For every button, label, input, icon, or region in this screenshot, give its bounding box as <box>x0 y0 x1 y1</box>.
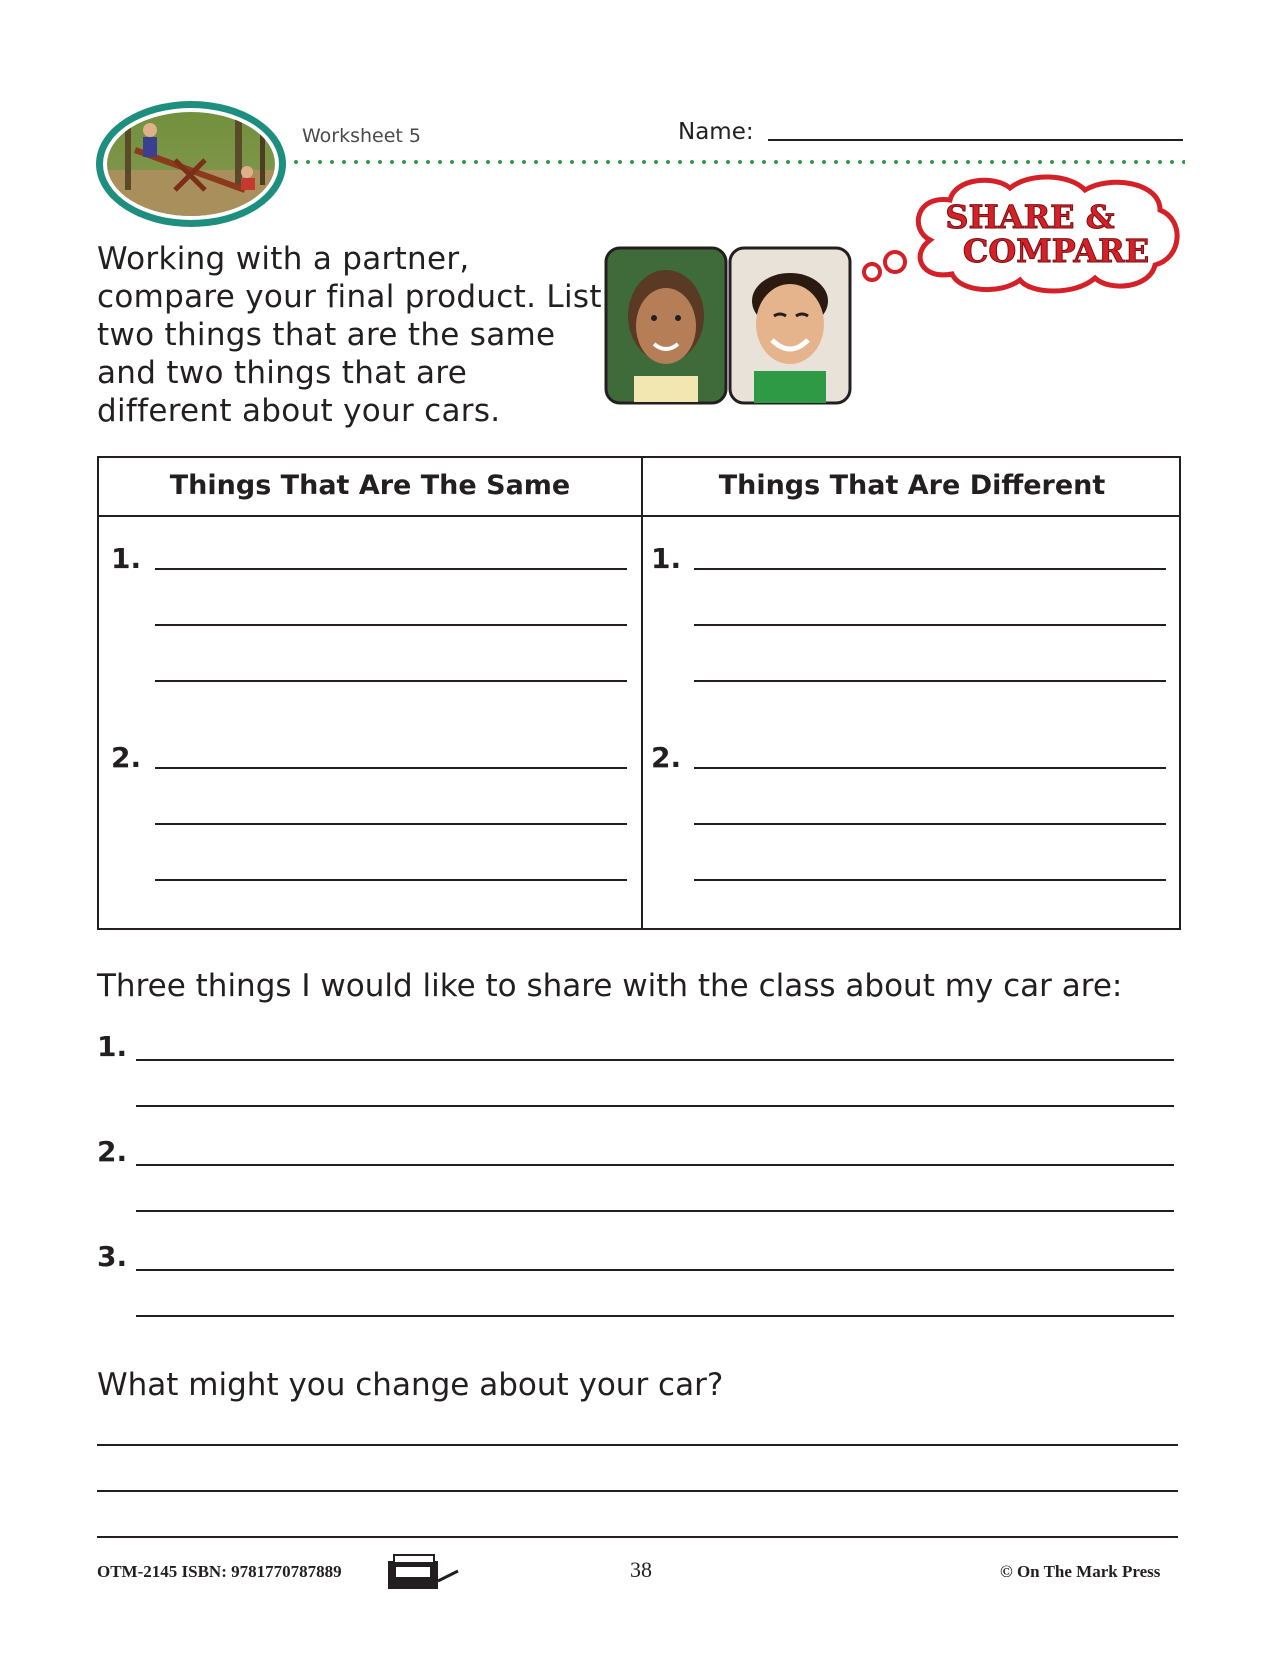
name-label: Name: <box>678 119 754 145</box>
header-divider <box>99 515 1179 517</box>
partner-photos <box>604 246 852 406</box>
page-number: 38 <box>630 1557 652 1582</box>
different-item-number-2: 2. <box>651 741 682 774</box>
share-answer-line[interactable] <box>136 1269 1174 1271</box>
same-answer-line[interactable] <box>155 624 627 626</box>
share-question: Three things I would like to share with the class about my car are: <box>97 968 1123 1004</box>
different-answer-line[interactable] <box>694 879 1166 881</box>
copier-icon <box>386 1551 460 1591</box>
column-divider <box>641 458 643 928</box>
same-answer-line[interactable] <box>155 879 627 881</box>
comparison-table <box>97 456 1181 930</box>
footer-publisher: © On The Mark Press <box>1000 1562 1161 1581</box>
change-question: What might you change about your car? <box>97 1367 724 1403</box>
share-answer-line[interactable] <box>136 1164 1174 1166</box>
dotted-divider <box>290 160 1185 164</box>
different-answer-line[interactable] <box>694 624 1166 626</box>
share-item-number-1: 1. <box>97 1030 128 1063</box>
badge-line2: COMPARE <box>962 232 1150 270</box>
change-answer-line[interactable] <box>97 1490 1178 1492</box>
share-answer-line[interactable] <box>136 1105 1174 1107</box>
same-item-number-1: 1. <box>111 542 142 575</box>
seesaw-photo-logo <box>95 100 287 228</box>
different-answer-line[interactable] <box>694 823 1166 825</box>
different-answer-line[interactable] <box>694 568 1166 570</box>
share-item-number-3: 3. <box>97 1240 128 1273</box>
badge-line1: SHARE & <box>945 198 1115 236</box>
same-answer-line[interactable] <box>155 568 627 570</box>
share-answer-line[interactable] <box>136 1059 1174 1061</box>
same-column-header: Things That Are The Same <box>169 470 571 501</box>
same-item-number-2: 2. <box>111 741 142 774</box>
same-answer-line[interactable] <box>155 767 627 769</box>
different-column-header: Things That Are Different <box>718 470 1106 501</box>
share-answer-line[interactable] <box>136 1315 1174 1317</box>
name-field[interactable] <box>768 139 1183 141</box>
share-item-number-2: 2. <box>97 1135 128 1168</box>
instructions-text: Working with a partner, compare your final product. List two things that are the same and two things that are different about your cars. <box>97 241 602 429</box>
same-answer-line[interactable] <box>155 680 627 682</box>
worksheet-label: Worksheet 5 <box>302 125 422 147</box>
change-answer-line[interactable] <box>97 1444 1178 1446</box>
change-answer-line[interactable] <box>97 1536 1178 1538</box>
footer-isbn: OTM-2145 ISBN: 9781770787889 <box>97 1562 342 1581</box>
same-answer-line[interactable] <box>155 823 627 825</box>
share-answer-line[interactable] <box>136 1210 1174 1212</box>
different-answer-line[interactable] <box>694 767 1166 769</box>
different-answer-line[interactable] <box>694 680 1166 682</box>
share-compare-badge <box>860 170 1185 300</box>
different-item-number-1: 1. <box>651 542 682 575</box>
